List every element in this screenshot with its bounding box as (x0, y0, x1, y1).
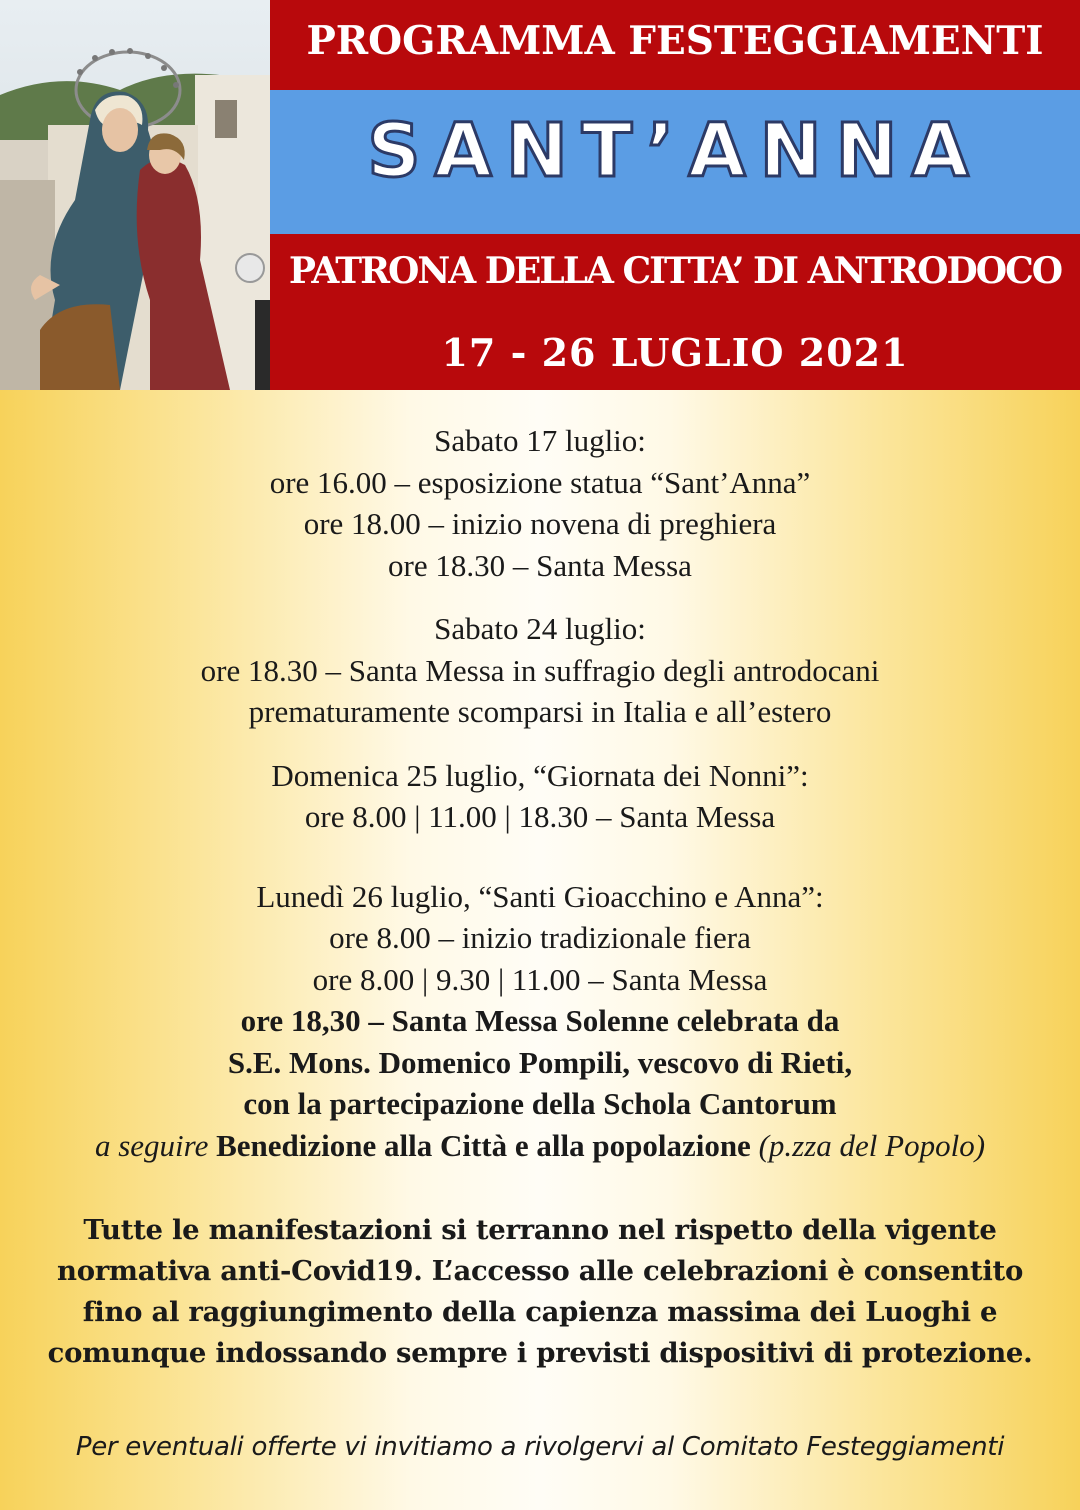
event-line: prematuramente scomparsi in Italia e all’estero (248, 694, 832, 729)
patrona-subtitle: PATRONA DELLA CITTA’ DI ANTRODOCO (288, 250, 1062, 292)
statue-of-sant-anna-icon (0, 0, 270, 390)
notice-line: comunque indossando sempre i previsti dispositivi di protezione. (47, 1337, 1033, 1369)
event-line-bold: ore 18,30 – Santa Messa Solenne celebrata da (240, 1003, 840, 1038)
schedule-day-17 (0, 420, 1080, 586)
a-seguire-text: a seguire (94, 1127, 209, 1163)
schedule-day-25 (0, 755, 1080, 838)
event-line: ore 8.00 | 9.30 | 11.00 – Santa Messa (312, 961, 768, 997)
event-line-bold: con la partecipazione della Schola Cantorum (243, 1086, 837, 1121)
day-title: Lunedì 26 luglio, “Santi Gioacchino e Anna”: (256, 878, 824, 914)
event-line: ore 8.00 – inizio tradizionale fiera (329, 920, 751, 955)
benediction-line (0, 1125, 1080, 1167)
day-title: Sabato 24 luglio: (434, 611, 646, 646)
notice-line: fino al raggiungimento della capienza massima dei Luoghi e (82, 1296, 998, 1328)
schedule (0, 420, 1080, 1188)
benediction-text: Benedizione alla Città e alla popolazione (208, 1127, 759, 1163)
event-line: ore 8.00 | 11.00 | 18.30 – Santa Messa (304, 799, 776, 834)
piazza-text: (p.zza del Popolo) (758, 1127, 986, 1163)
day-title: Sabato 17 luglio: (434, 423, 646, 458)
event-line: ore 18.30 – Santa Messa (388, 547, 692, 583)
notice-line: normativa anti-Covid19. L’accesso alle celebrazioni è consentito (57, 1255, 1023, 1287)
schedule-day-26 (0, 876, 1080, 1167)
event-line: ore 16.00 – esposizione statua “Sant’Anna” (269, 464, 811, 500)
statue-photo (0, 0, 270, 390)
event-line: ore 18.00 – inizio novena di preghiera (303, 506, 777, 541)
festival-dates: 17 - 26 LUGLIO 2021 (441, 330, 909, 375)
event-line: ore 18.30 – Santa Messa in suffragio degli antrodocani (200, 652, 880, 688)
event-line-bold: S.E. Mons. Domenico Pompili, vescovo di Rieti, (227, 1044, 853, 1080)
programma-title: PROGRAMMA FESTEGGIAMENTI (306, 18, 1044, 64)
notice-line: Tutte le manifestazioni si terranno nel rispetto della vigente (83, 1214, 997, 1246)
footer-offerte: Per eventuali offerte vi invitiamo a rivolgervi al Comitato Festeggiamenti (75, 1432, 1005, 1462)
saint-name: SANT’ANNA (367, 108, 983, 194)
covid-notice (0, 1210, 1080, 1374)
day-title: Domenica 25 luglio, “Giornata dei Nonni”: (271, 757, 809, 793)
schedule-day-24 (0, 608, 1080, 733)
